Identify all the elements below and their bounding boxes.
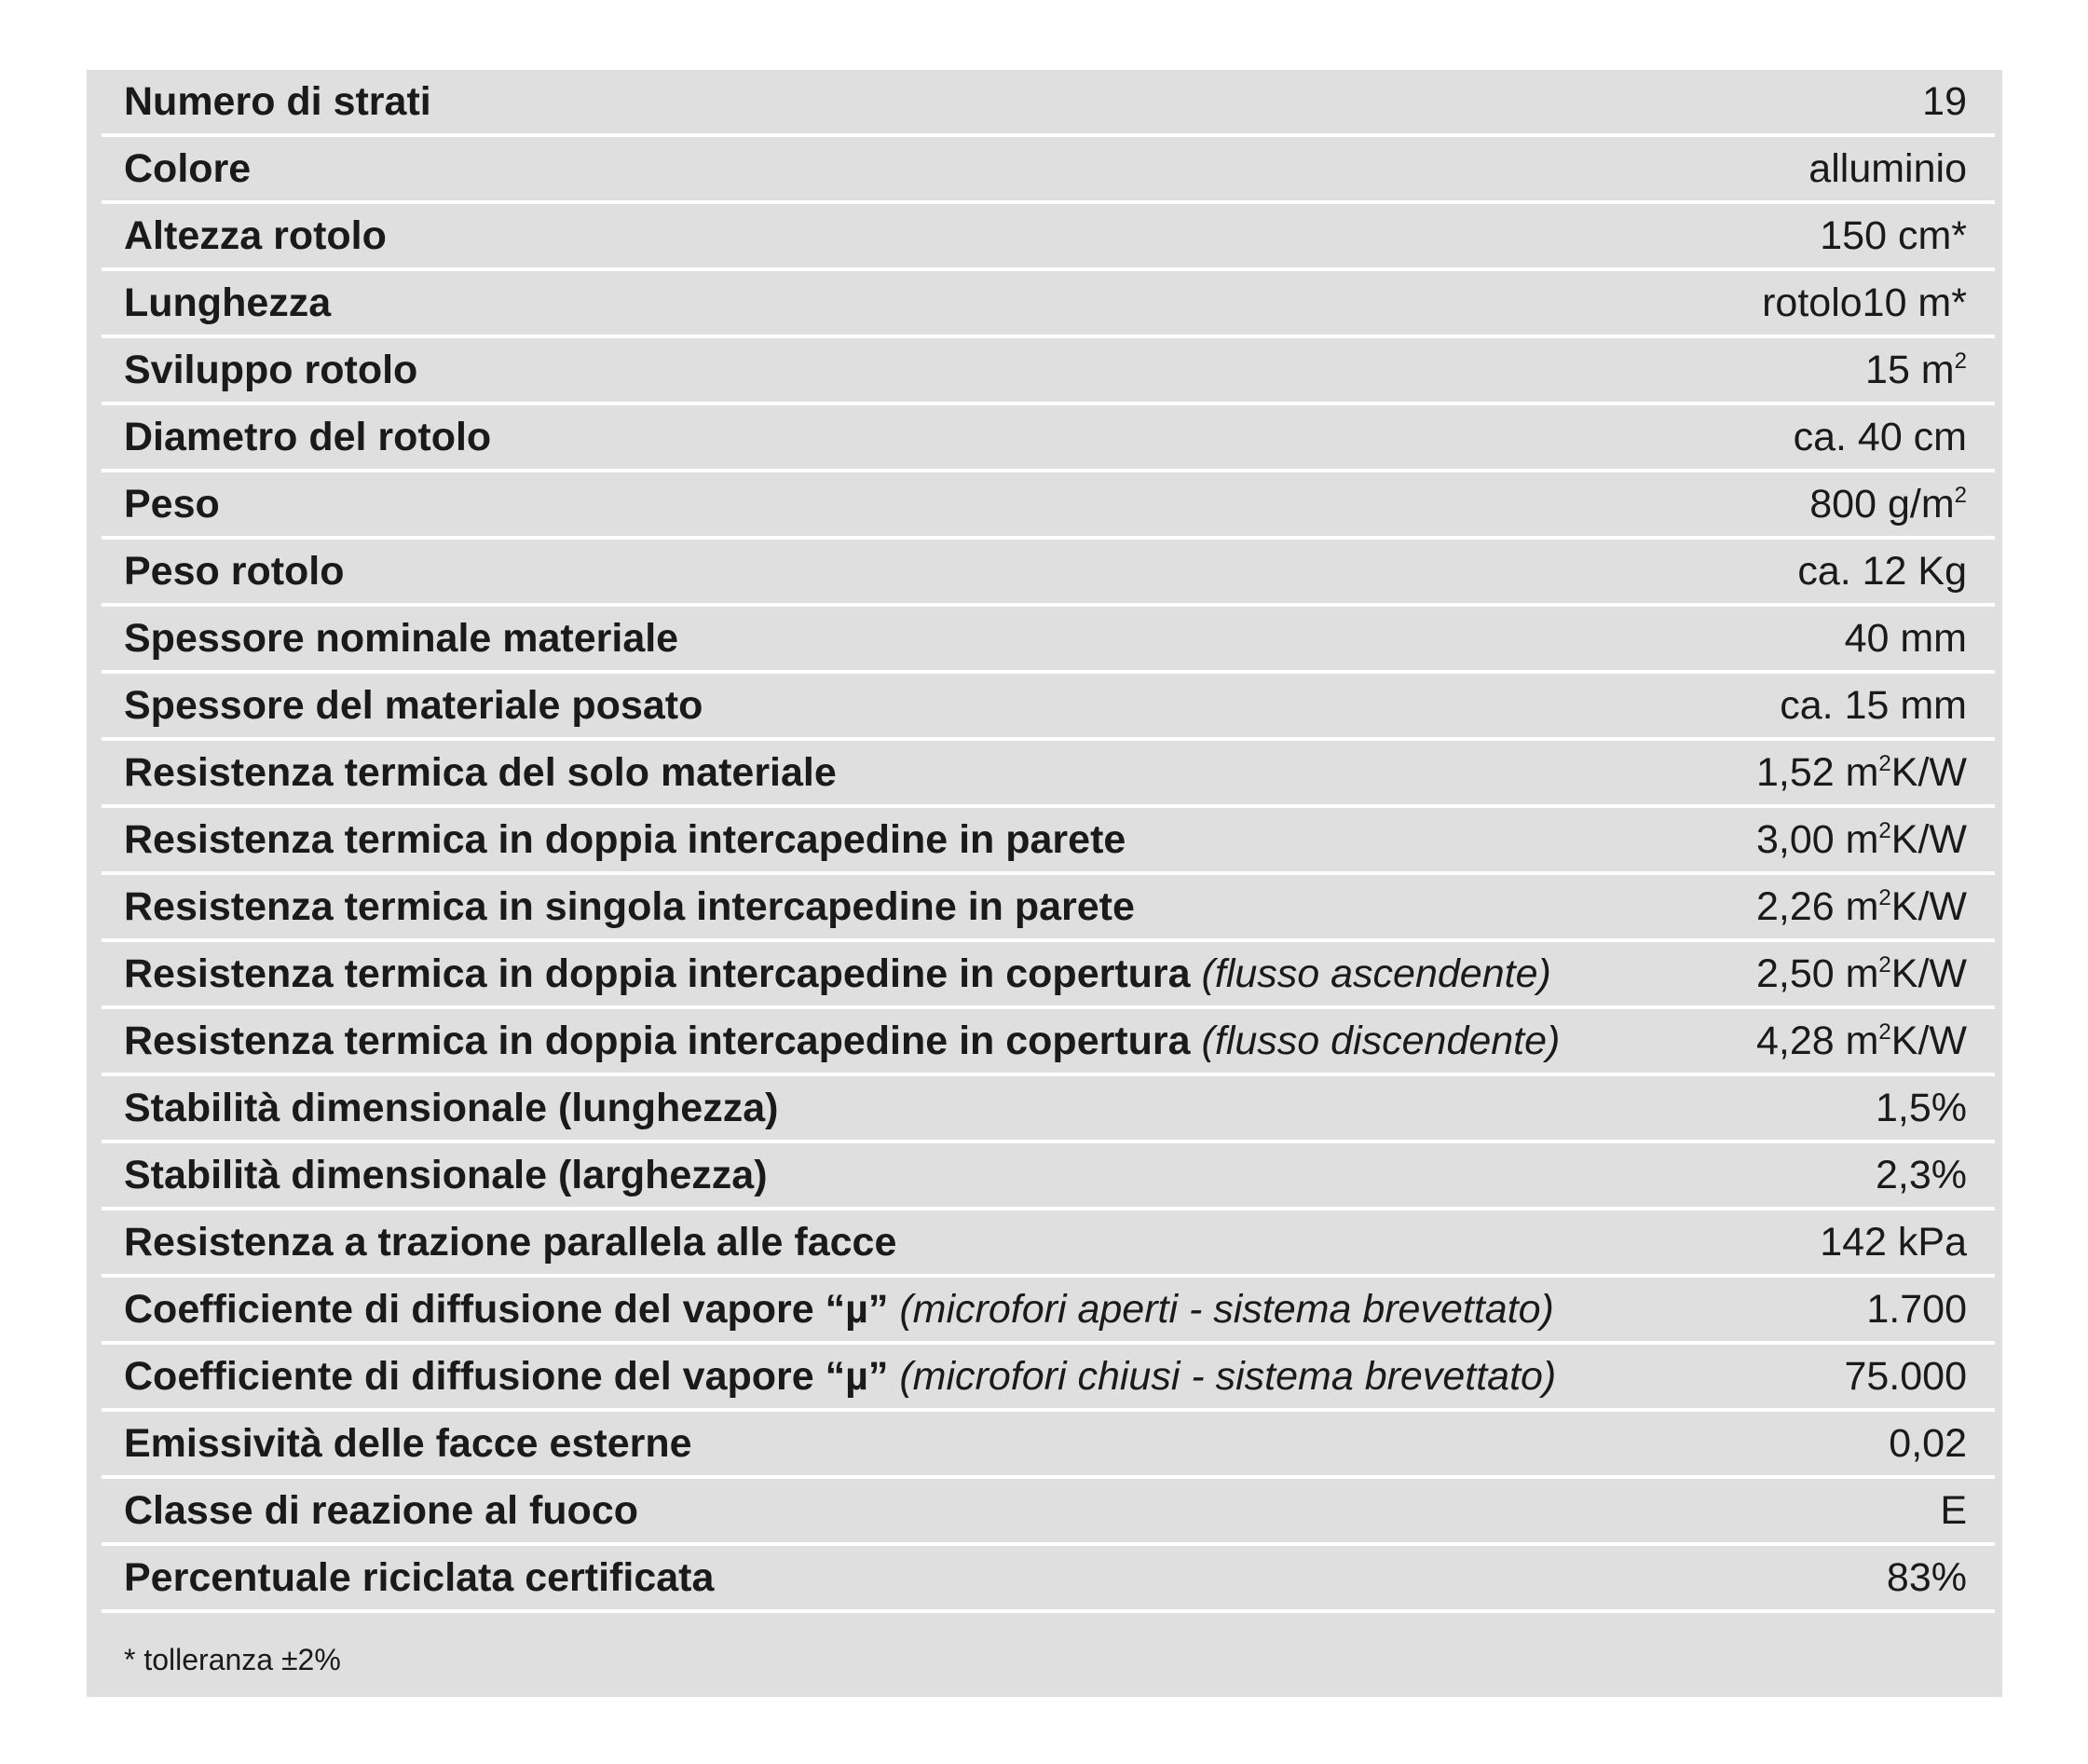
footnote: * tolleranza ±2% bbox=[124, 1643, 341, 1676]
spec-value bbox=[1922, 78, 1967, 124]
spec-value bbox=[1755, 749, 1967, 795]
spec-value-text: rotolo10 m* bbox=[1762, 280, 1967, 325]
spec-value bbox=[1755, 883, 1967, 929]
spec-label-text: Altezza rotolo bbox=[124, 212, 387, 258]
spec-value bbox=[1820, 212, 1967, 258]
spec-label bbox=[124, 280, 332, 325]
spec-label-note: (microfori chiusi - sistema brevettato) bbox=[899, 1353, 1557, 1399]
spec-label bbox=[124, 1219, 897, 1265]
spec-row bbox=[102, 1345, 1995, 1412]
spec-value-text: 1,5% bbox=[1875, 1085, 1967, 1130]
spec-value-text: 800 g/m bbox=[1809, 481, 1955, 526]
spec-label-text: Resistenza termica in doppia intercapedine in parete bbox=[124, 816, 1126, 862]
spec-row bbox=[102, 204, 1995, 271]
spec-label bbox=[124, 548, 345, 594]
spec-row bbox=[102, 1278, 1995, 1345]
spec-value-text: 2,26 m bbox=[1755, 883, 1879, 929]
spec-value bbox=[1809, 481, 1967, 526]
spec-value-text: 1.700 bbox=[1866, 1286, 1967, 1332]
spec-value-text: 4,28 m bbox=[1755, 1018, 1879, 1063]
spec-label-note: (flusso discendente) bbox=[1201, 1018, 1561, 1063]
spec-value-unit: K/W bbox=[1890, 749, 1967, 795]
spec-label-text: Classe di reazione al fuoco bbox=[124, 1487, 639, 1533]
spec-label bbox=[124, 749, 837, 795]
spec-value-text: ca. 12 Kg bbox=[1797, 548, 1967, 594]
spec-label-text: Peso rotolo bbox=[124, 548, 345, 594]
spec-value-superscript: 2 bbox=[1878, 1019, 1891, 1045]
spec-value-text: 75.000 bbox=[1844, 1353, 1967, 1399]
spec-row bbox=[102, 875, 1995, 942]
spec-value-text: alluminio bbox=[1808, 145, 1967, 191]
spec-value-text: 19 bbox=[1922, 78, 1967, 124]
spec-label-text: Emissività delle facce esterne bbox=[124, 1420, 692, 1466]
spec-label-text: Spessore del materiale posato bbox=[124, 682, 703, 728]
spec-value-superscript: 2 bbox=[1878, 817, 1891, 843]
spec-rows bbox=[102, 70, 1995, 1613]
spec-row bbox=[102, 1210, 1995, 1278]
spec-label-note: (flusso ascendente) bbox=[1201, 950, 1551, 996]
spec-label bbox=[124, 1420, 692, 1466]
spec-value-unit: K/W bbox=[1890, 1018, 1967, 1063]
spec-label bbox=[124, 1554, 715, 1600]
spec-row bbox=[102, 338, 1995, 405]
spec-label-text: Resistenza termica del solo materiale bbox=[124, 749, 837, 795]
spec-value-text: 2,50 m bbox=[1755, 950, 1879, 996]
spec-row bbox=[102, 271, 1995, 338]
spec-value bbox=[1865, 347, 1967, 392]
spec-label-text: Stabilità dimensionale (lunghezza) bbox=[124, 1085, 779, 1130]
spec-value-text: 83% bbox=[1886, 1554, 1967, 1600]
spec-row bbox=[102, 137, 1995, 204]
spec-label bbox=[124, 950, 1551, 996]
spec-label bbox=[124, 212, 387, 258]
spec-row bbox=[102, 405, 1995, 472]
spec-value bbox=[1875, 1152, 1967, 1197]
spec-label-text: Peso bbox=[124, 481, 220, 526]
spec-row bbox=[102, 1479, 1995, 1546]
spec-value bbox=[1866, 1286, 1967, 1332]
spec-row bbox=[102, 942, 1995, 1009]
spec-label-text: Colore bbox=[124, 145, 252, 191]
spec-row bbox=[102, 674, 1995, 741]
spec-value-unit: K/W bbox=[1890, 950, 1967, 996]
spec-value-unit: K/W bbox=[1890, 883, 1967, 929]
spec-value bbox=[1940, 1487, 1967, 1533]
spec-value bbox=[1755, 816, 1967, 862]
spec-value-superscript: 2 bbox=[1878, 951, 1891, 978]
spec-value-superscript: 2 bbox=[1954, 482, 1967, 508]
spec-value bbox=[1889, 1420, 1967, 1466]
spec-row bbox=[102, 1546, 1995, 1613]
spec-value-superscript: 2 bbox=[1954, 348, 1967, 374]
spec-label bbox=[124, 414, 492, 459]
spec-label-text: Sviluppo rotolo bbox=[124, 347, 418, 392]
spec-row bbox=[102, 1412, 1995, 1479]
spec-value bbox=[1820, 1219, 1967, 1265]
spec-label-text: Coefficiente di diffusione del vapore “µ” bbox=[124, 1286, 889, 1332]
spec-row bbox=[102, 1076, 1995, 1143]
spec-label-text: Stabilità dimensionale (larghezza) bbox=[124, 1152, 768, 1197]
spec-label bbox=[124, 883, 1135, 929]
spec-label bbox=[124, 347, 418, 392]
spec-label-text: Percentuale riciclata certificata bbox=[124, 1554, 715, 1600]
spec-label-text: Resistenza termica in doppia intercapedine in copertura bbox=[124, 950, 1191, 996]
spec-value bbox=[1844, 1353, 1967, 1399]
spec-value bbox=[1875, 1085, 1967, 1130]
spec-value-text: 142 kPa bbox=[1820, 1219, 1967, 1265]
spec-label bbox=[124, 682, 703, 728]
spec-value-text: 1,52 m bbox=[1755, 749, 1879, 795]
spec-label-text: Resistenza a trazione parallela alle facce bbox=[124, 1219, 897, 1265]
spec-row bbox=[102, 540, 1995, 607]
spec-label bbox=[124, 145, 252, 191]
spec-label bbox=[124, 78, 431, 124]
spec-row bbox=[102, 472, 1995, 540]
spec-label-text: Resistenza termica in doppia intercapedine in copertura bbox=[124, 1018, 1191, 1063]
spec-row bbox=[102, 1143, 1995, 1210]
spec-value bbox=[1762, 280, 1967, 325]
spec-value bbox=[1780, 682, 1967, 728]
spec-label bbox=[124, 1018, 1561, 1063]
spec-value-text: E bbox=[1940, 1487, 1967, 1533]
spec-label-text: Coefficiente di diffusione del vapore “µ” bbox=[124, 1353, 889, 1399]
spec-label-text: Lunghezza bbox=[124, 280, 332, 325]
spec-value-text: 0,02 bbox=[1889, 1420, 1967, 1466]
spec-label bbox=[124, 1085, 779, 1130]
spec-label-text: Diametro del rotolo bbox=[124, 414, 492, 459]
spec-label bbox=[124, 615, 679, 661]
spec-row bbox=[102, 70, 1995, 137]
spec-value bbox=[1755, 950, 1967, 996]
spec-label-text: Spessore nominale materiale bbox=[124, 615, 679, 661]
spec-label bbox=[124, 1152, 768, 1197]
spec-label-note: (microfori aperti - sistema brevettato) bbox=[899, 1286, 1554, 1332]
spec-label-text: Resistenza termica in singola intercapedine in parete bbox=[124, 883, 1135, 929]
spec-value-superscript: 2 bbox=[1878, 884, 1891, 910]
spec-value-unit: K/W bbox=[1890, 816, 1967, 862]
spec-value-text: ca. 15 mm bbox=[1780, 682, 1967, 728]
spec-value-text: 15 m bbox=[1865, 347, 1955, 392]
spec-label bbox=[124, 1353, 1557, 1399]
spec-value-text: ca. 40 cm bbox=[1793, 414, 1967, 459]
spec-value bbox=[1844, 615, 1967, 661]
spec-table-panel bbox=[87, 70, 2002, 1697]
spec-label bbox=[124, 1286, 1554, 1332]
spec-row bbox=[102, 607, 1995, 674]
spec-value bbox=[1886, 1554, 1967, 1600]
spec-value bbox=[1755, 1018, 1967, 1063]
spec-value-text: 3,00 m bbox=[1755, 816, 1879, 862]
spec-label bbox=[124, 481, 220, 526]
spec-label bbox=[124, 816, 1126, 862]
spec-value-text: 150 cm* bbox=[1820, 212, 1967, 258]
spec-label-text: Numero di strati bbox=[124, 78, 431, 124]
spec-value-text: 2,3% bbox=[1875, 1152, 1967, 1197]
spec-value bbox=[1808, 145, 1967, 191]
spec-value-text: 40 mm bbox=[1844, 615, 1967, 661]
spec-value bbox=[1797, 548, 1967, 594]
spec-value-superscript: 2 bbox=[1878, 750, 1891, 776]
spec-value bbox=[1793, 414, 1967, 459]
spec-row bbox=[102, 808, 1995, 875]
spec-row bbox=[102, 1009, 1995, 1076]
spec-row bbox=[102, 741, 1995, 808]
spec-label bbox=[124, 1487, 639, 1533]
